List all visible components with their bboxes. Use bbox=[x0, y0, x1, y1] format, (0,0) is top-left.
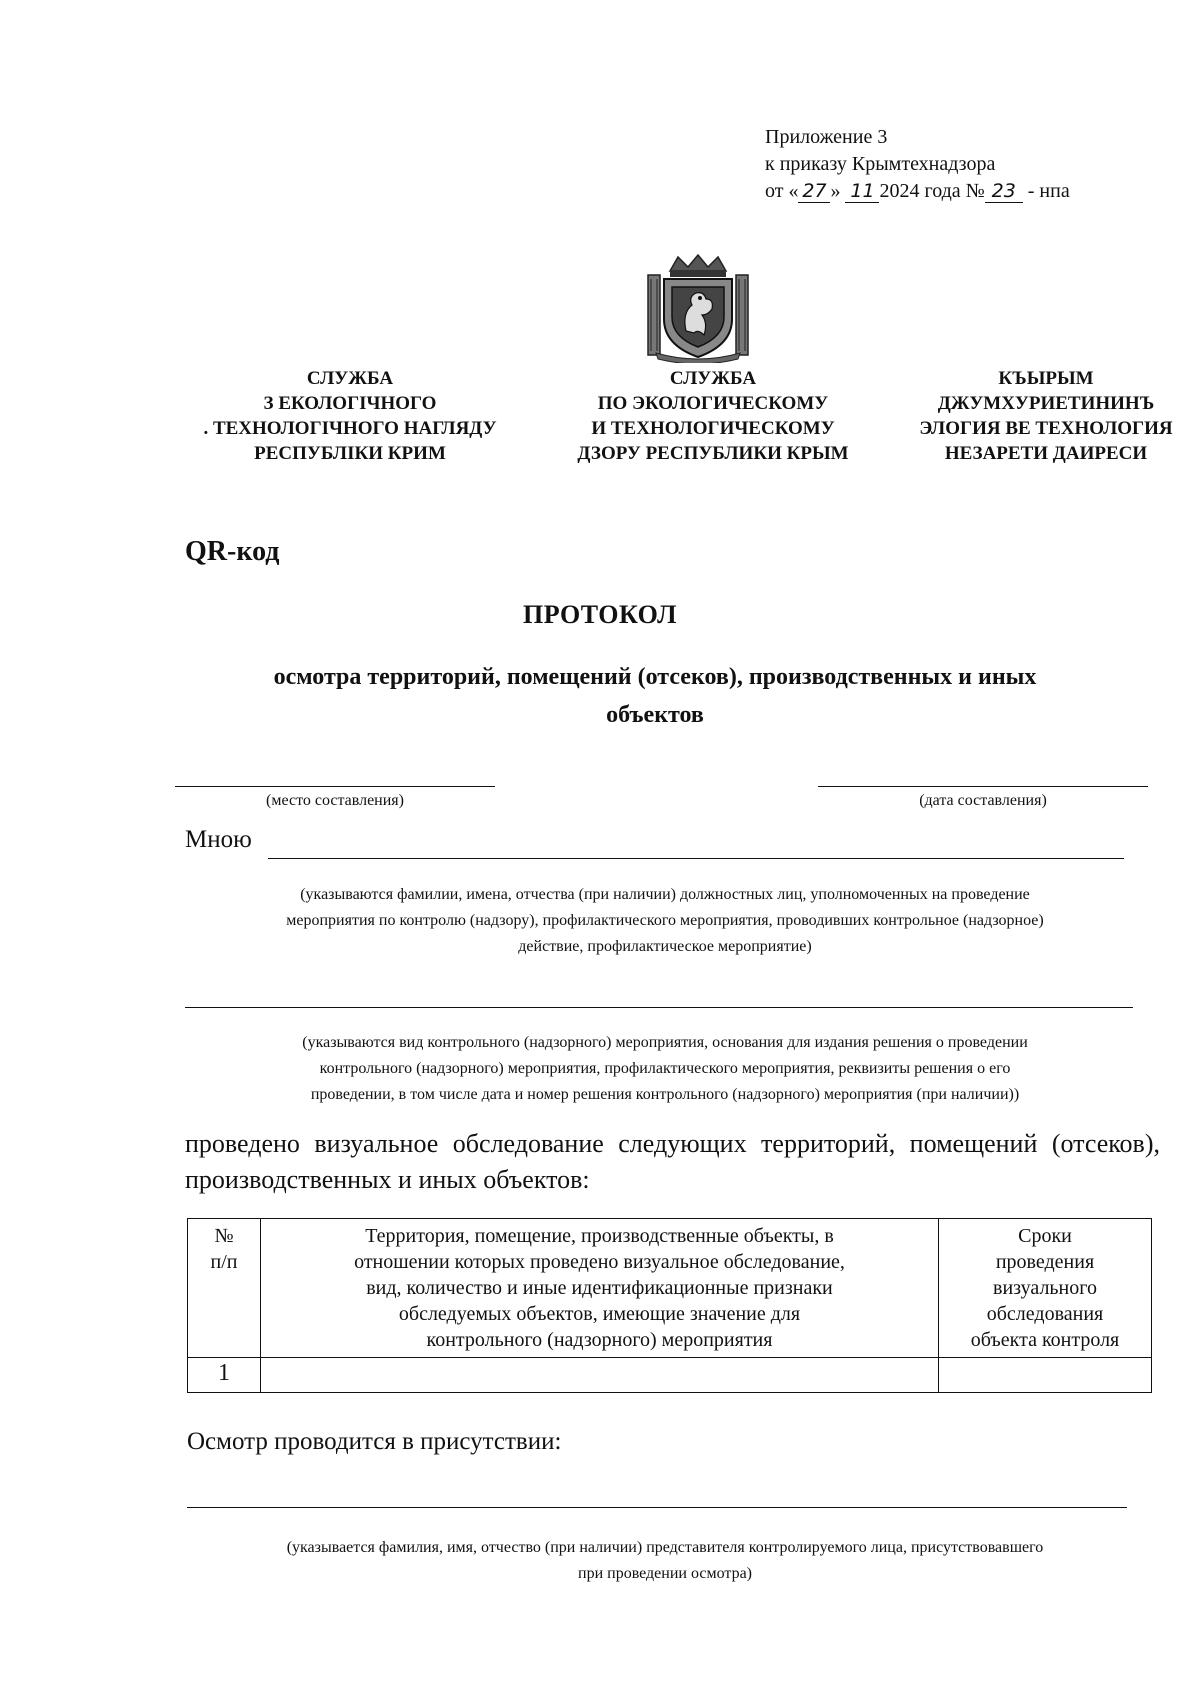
header-right-line: КЪЫРЫМ bbox=[998, 368, 1094, 389]
date-field-line[interactable] bbox=[818, 786, 1148, 787]
column-header-line: № bbox=[214, 1225, 234, 1247]
caption-line: (указываются вид контрольного (надзорного) мероприятия, основания для издания решения о проведении bbox=[302, 1034, 1028, 1051]
handwritten-month: 11 bbox=[845, 180, 879, 203]
column-header-line: визуального bbox=[993, 1277, 1097, 1299]
row-terms-cell[interactable] bbox=[939, 1358, 1152, 1393]
appendix-order-ref: к приказу Крымтехнадзора bbox=[765, 153, 996, 175]
header-right-line: ДЖУМХУРИЕТИНИНЪ bbox=[937, 393, 1155, 414]
column-header-line: контрольного (надзорного) мероприятия bbox=[426, 1329, 773, 1351]
header-left-line: РЕСПУБЛІКИ КРИМ bbox=[254, 443, 446, 464]
document-subtitle bbox=[190, 658, 1120, 734]
header-center-line: ПО ЭКОЛОГИЧЕСКОМУ bbox=[597, 393, 829, 414]
header-center-line: И ТЕХНОЛОГИЧЕСКОМУ bbox=[591, 418, 835, 439]
header-center-line: ДЗОРУ РЕСПУБЛИКИ КРЫМ bbox=[577, 443, 849, 464]
appendix-date-line bbox=[765, 178, 1070, 205]
date-prefix: от « bbox=[765, 180, 799, 202]
row-number-cell: 1 bbox=[188, 1358, 261, 1393]
caption-line: (указывается фамилия, имя, отчество (при наличии) представителя контролируемого лица, присутствовавшего bbox=[286, 1539, 1044, 1556]
table-header-row bbox=[188, 1219, 1152, 1358]
objects-table bbox=[187, 1218, 1152, 1393]
column-header-line: Сроки bbox=[1018, 1225, 1072, 1247]
officials-caption bbox=[170, 882, 1160, 960]
row-object-cell[interactable] bbox=[261, 1358, 939, 1393]
presence-label: Осмотр проводится в присутствии: bbox=[187, 1428, 562, 1455]
column-header-line: проведения bbox=[995, 1251, 1095, 1273]
inspection-statement: проведено визуальное обследование следующих территорий, помещений (отсеков), производственных и иных объектов: bbox=[185, 1129, 1160, 1194]
header-left-line: . ТЕХНОЛОГІЧНОГО НАГЛЯДУ bbox=[203, 418, 497, 439]
column-header-line: объекта контроля bbox=[970, 1329, 1120, 1351]
header-right-line: НЕЗАРЕТИ ДАИРЕСИ bbox=[944, 443, 1148, 464]
caption-line: мероприятия по контролю (надзору), профилактического мероприятия, проводивших контрольное (надзорное) bbox=[286, 912, 1044, 929]
subtitle-line: объектов bbox=[606, 702, 704, 728]
subtitle-line: осмотра территорий, помещений (отсеков), производственных и иных bbox=[273, 664, 1037, 690]
header-left-line: З ЕКОЛОГІЧНОГО bbox=[263, 393, 437, 414]
date-mid: » bbox=[830, 180, 841, 202]
appendix-block bbox=[765, 124, 1070, 205]
qr-code-label: QR-код bbox=[185, 536, 280, 567]
caption-line: действие, профилактическое мероприятие) bbox=[518, 938, 812, 955]
by-me-label: Мною bbox=[185, 826, 252, 853]
crimea-coat-of-arms-icon bbox=[642, 253, 754, 363]
event-caption bbox=[170, 1030, 1160, 1108]
appendix-title: Приложение 3 bbox=[765, 126, 888, 148]
table-row bbox=[188, 1358, 1152, 1393]
caption-line: контрольного (надзорного) мероприятия, профилактического мероприятия, реквизиты решения о его bbox=[319, 1060, 1011, 1077]
document-title: ПРОТОКОЛ bbox=[523, 600, 677, 629]
caption-line: проведении, в том числе дата и номер решения контрольного (надзорного) мероприятия (при наличии)) bbox=[310, 1086, 1020, 1103]
column-header-line: п/п bbox=[210, 1251, 238, 1273]
date-year: 2024 года № bbox=[879, 180, 985, 202]
column-header-line: вид, количество и иные идентификационные признаки bbox=[366, 1277, 833, 1299]
column-header-line: обследования bbox=[986, 1303, 1104, 1325]
column-header-number bbox=[188, 1219, 261, 1358]
column-header-terms bbox=[939, 1219, 1152, 1358]
event-field-line[interactable] bbox=[185, 1007, 1133, 1008]
number-suffix: - нпа bbox=[1027, 180, 1070, 202]
column-header-line: Территория, помещение, производственные объекты, в bbox=[365, 1225, 834, 1247]
representative-caption bbox=[170, 1535, 1160, 1587]
officials-field-line[interactable] bbox=[268, 858, 1124, 859]
column-header-line: обследуемых объектов, имеющие значение для bbox=[398, 1303, 801, 1325]
place-field-line[interactable] bbox=[175, 786, 495, 787]
header-ukrainian-name bbox=[175, 366, 525, 466]
place-caption: (место составления) bbox=[266, 792, 404, 809]
header-center-line: СЛУЖБА bbox=[669, 368, 757, 389]
header-left-line: СЛУЖБА bbox=[306, 368, 394, 389]
header-russian-name bbox=[548, 366, 878, 466]
caption-line: (указываются фамилии, имена, отчества (при наличии) должностных лиц, уполномоченных на проведение bbox=[300, 886, 1030, 903]
representative-field-line[interactable] bbox=[187, 1507, 1127, 1508]
column-header-line: отношении которых проведено визуальное обследование, bbox=[354, 1251, 845, 1273]
handwritten-number: 23 bbox=[985, 180, 1023, 203]
header-right-line: ЭЛОГИЯ ВЕ ТЕХНОЛОГИЯ bbox=[919, 418, 1173, 439]
caption-line: при проведении осмотра) bbox=[578, 1565, 752, 1582]
handwritten-day: 27 bbox=[798, 180, 830, 203]
column-header-object bbox=[261, 1219, 939, 1358]
header-crimean-tatar-name bbox=[896, 366, 1196, 466]
date-caption: (дата составления) bbox=[919, 792, 1047, 809]
